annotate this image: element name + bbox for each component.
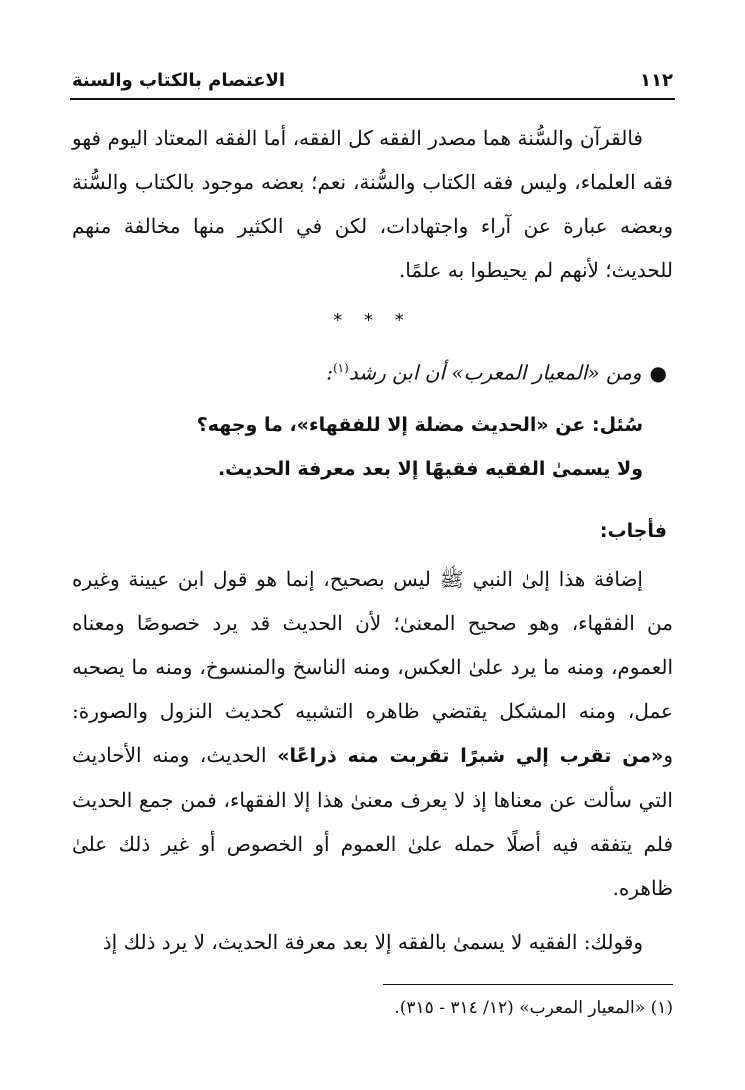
last-paragraph: وقولك: الفقيه لا يسمىٰ بالفقه إلا بعد معرفة الحديث، لا يرد ذلك إذ xyxy=(102,929,643,954)
bullet-colon: : xyxy=(326,360,333,385)
footnote-ref: (١) xyxy=(332,361,349,375)
running-title: الاعتصام بالكتاب والسنة xyxy=(72,69,286,91)
footnote: (١) «المعيار المعرب» (١٢/ ٣١٤ - ٣١٥). xyxy=(394,998,673,1018)
bullet-dot-icon: ● xyxy=(649,360,667,385)
question-line-2: ولا يسمىٰ الفقيه فقيهًا إلا بعد معرفة الحديث. xyxy=(217,457,643,480)
page-body xyxy=(72,116,673,964)
answer-bold-quote: «من تقرب إلي شبرًا تقربت منه ذراعًا» xyxy=(277,744,664,767)
answer-part-1: إضافة هذا إلىٰ النبي ﷺ ليس بصحيح، إنما هو قول ابن عيينة وغيره من الفقهاء، وهو صحيح المعنىٰ؛ لأن الحديث قد يرد خصوصًا ومعناه العموم، ومنه ما يرد علىٰ العكس، ومنه الناسخ والمنسوخ، ومنه ما يصحبه عمل، ومنه المشكل يقتضي ظاهره التشبيه كحديث النزول والصورة: و xyxy=(72,566,674,767)
page-header xyxy=(72,66,673,94)
header-rule xyxy=(70,98,675,100)
answer-part-2: الحديث، ومنه الأحاديث التي سألت عن معناها إذ لا يعرف معنىٰ هذا إلا الفقهاء، فمن جمع الحديث فلم يتفقه فيه أصلًا حمله علىٰ العموم أو الخصوص أو غير ذلك علىٰ ظاهره. xyxy=(72,742,673,900)
question-line-1: سُئل: عن «الحديث مضلة إلا للفقهاء»، ما وجهه؟ xyxy=(196,413,643,436)
question-block xyxy=(72,403,673,491)
section-separator: * * * xyxy=(333,310,412,331)
footnote-rule xyxy=(383,984,673,985)
answer-block xyxy=(72,557,673,964)
bullet-text: ومن «المعيار المعرب» أن ابن رشد xyxy=(348,360,642,385)
paragraph-1: فالقرآن والسُّنة هما مصدر الفقه كل الفقه، أما الفقه المعتاد اليوم فهو فقه العلماء، وليس فقه الكتاب والسُّنة، نعم؛ بعضه موجود بالكتاب والسُّنة وبعضه عبارة عن آراء واجتهادات، لكن في الكثير منها مخالفة منهم للحديث؛ لأنهم لم يحيطوا به علمًا. xyxy=(72,126,673,282)
page-number: ١١٢ xyxy=(640,69,673,91)
answer-label: فأجاب: xyxy=(599,519,667,542)
bullet-heading xyxy=(72,346,673,395)
answer-paragraph xyxy=(72,557,673,910)
